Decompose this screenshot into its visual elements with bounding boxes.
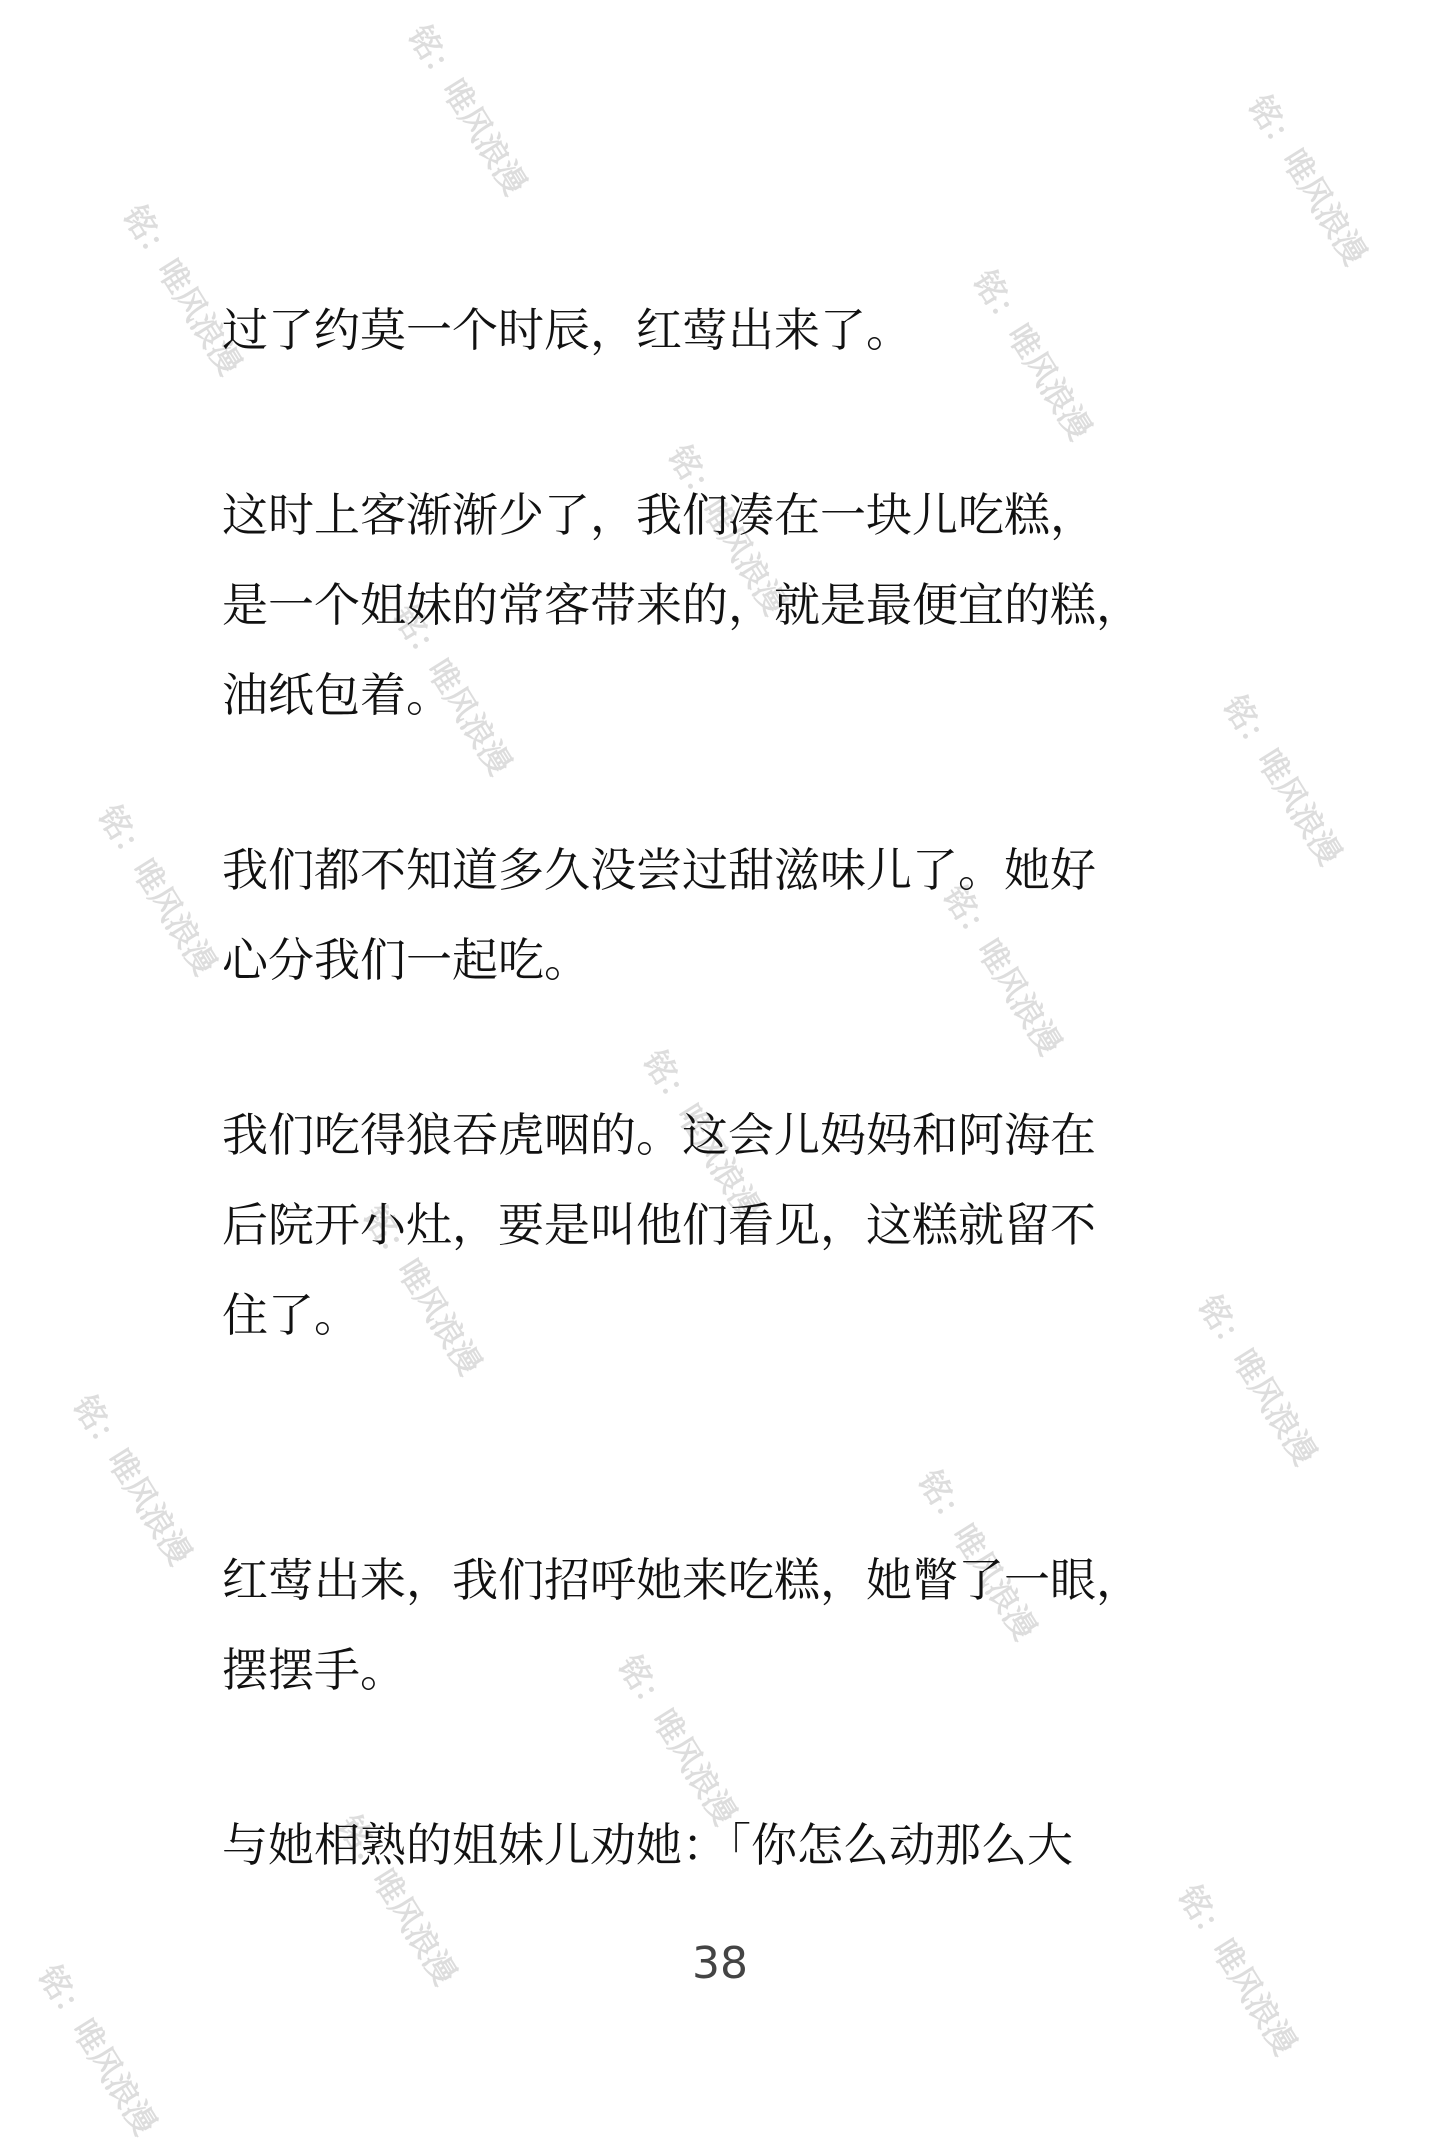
- text-line: 过了约莫一个时辰，红莺出来了。: [222, 303, 912, 357]
- paragraph-1: [222, 285, 912, 375]
- watermark: 铭：唯风浪漫: [610, 1648, 745, 1832]
- text-line: 与她相熟的姐妹儿劝她：「你怎么动那么大: [222, 1818, 1073, 1872]
- watermark: 铭：唯风浪漫: [965, 263, 1100, 447]
- paragraph-6: [222, 1800, 1073, 1890]
- text-line: 红莺出来，我们招呼她来吃糕，她瞥了一眼，: [222, 1553, 1142, 1607]
- watermark: 铭：唯风浪漫: [1215, 688, 1350, 872]
- page-number: 38: [692, 1938, 748, 1989]
- watermark: 铭：唯风浪漫: [355, 1198, 490, 1382]
- watermark: 铭：唯风浪漫: [115, 198, 250, 382]
- watermark: 铭：唯风浪漫: [910, 1463, 1045, 1647]
- watermark: 铭：唯风浪漫: [635, 1043, 770, 1227]
- text-line: 心分我们一起吃。: [222, 933, 590, 987]
- watermark: 铭：唯风浪漫: [385, 598, 520, 782]
- watermark: 铭：唯风浪漫: [1240, 88, 1375, 272]
- text-line: 这时上客渐渐少了，我们凑在一块儿吃糕，: [222, 488, 1096, 542]
- text-line: 摆摆手。: [222, 1643, 406, 1697]
- watermark: 铭：唯风浪漫: [1190, 1288, 1325, 1472]
- text-line: 我们都不知道多久没尝过甜滋味儿了。她好: [222, 843, 1096, 897]
- watermark: 铭：唯风浪漫: [90, 798, 225, 982]
- watermark: 铭：唯风浪漫: [1170, 1878, 1305, 2062]
- watermark: 铭：唯风浪漫: [30, 1958, 165, 2141]
- paragraph-5: [222, 1535, 1142, 1715]
- watermark: 铭：唯风浪漫: [400, 18, 535, 202]
- watermark: 铭：唯风浪漫: [65, 1388, 200, 1572]
- paragraph-3: [222, 825, 1096, 1005]
- text-line: 是一个姐妹的常客带来的，就是最便宜的糕，: [222, 578, 1142, 632]
- watermark: 铭：唯风浪漫: [660, 438, 795, 622]
- text-line: 我们吃得狼吞虎咽的。这会儿妈妈和阿海在: [222, 1108, 1096, 1162]
- paragraph-4: [222, 1090, 1096, 1360]
- paragraph-2: [222, 470, 1142, 740]
- text-line: 后院开小灶，要是叫他们看见，这糕就留不: [222, 1198, 1096, 1252]
- watermark: 铭：唯风浪漫: [935, 878, 1070, 1062]
- watermark: 铭：唯风浪漫: [330, 1808, 465, 1992]
- text-line: 油纸包着。: [222, 668, 452, 722]
- text-line: 住了。: [222, 1288, 360, 1342]
